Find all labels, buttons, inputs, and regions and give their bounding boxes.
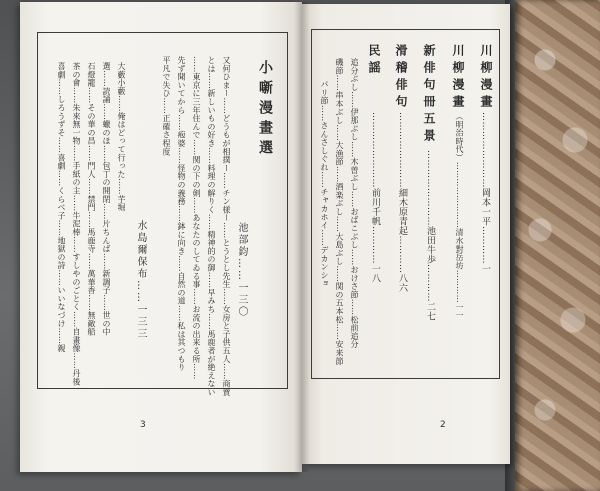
entry-text: ……………………細木原青起…………八六: [397, 112, 407, 293]
song-line: 磯節……串本ぶし……大漁節……酒楽ぶし……大島ぶし……関の五本松……安来節: [335, 58, 344, 366]
entry-text: ……………………前川千帆…………一八: [370, 112, 380, 283]
story-line: 又何ひまー……どうもが相撲ー……チン様ー……とうとし先生……女房と子供五人……商賣: [222, 56, 231, 397]
story-line: ……東京に三年住んで……関の下の剣……あなたのしてゐる事……お流の出来る所……: [192, 56, 201, 380]
entry-title: 川柳漫畫: [451, 44, 465, 112]
story-line: 茶の會……朱來無一物……手紙の主……牛泥棒……すしやのごとく……自畫像……丹後: [72, 62, 81, 386]
entry-title: 滑稽俳句: [394, 44, 408, 112]
story-line: 先ず聞いてから……疱婆……怪物の義務……鉢に向き……自然の道……私は其つもり: [177, 56, 186, 372]
entry-title: 新俳句冊五景: [422, 44, 436, 146]
story-line: 喜劇……しろうずそ……喜劇……くらべ子……地獄の詩……いいなづけ……親: [57, 62, 66, 353]
entry-title: 民謡: [367, 44, 381, 78]
song-line: パリ節……さんさしぐれ……チャカホイ……デカンショ: [320, 80, 329, 288]
page-number-right: 2: [440, 420, 446, 430]
story-line: とは……新しいもの好き……料理の解りく……精神的の御……早みち……馬鹿者が絶えない: [207, 56, 216, 397]
story-line: 選……読誦……蠟のほ……包丁の開閉……片ちんば……新調子……世の中: [102, 62, 111, 336]
entry-title: 川柳漫畫: [479, 44, 493, 112]
page-number-left: 3: [140, 420, 146, 430]
entry-text: ……………………岡本一平…………一: [480, 112, 490, 274]
book-gutter: [294, 2, 310, 472]
author-entry: 水島爾保布……一三三: [135, 220, 146, 340]
story-line: 大藪小藪……俺はどって行った……芋堀: [117, 62, 126, 212]
author-entry: 池部鈞……一三〇: [236, 222, 247, 318]
entry-text: ……………………池田牛歩…………二七: [425, 150, 435, 321]
story-line: 石燈籠……その華の昌……門人……禁門……馬鹿寺……萬華香……無敵船: [87, 62, 96, 336]
section-title: 小噺漫畫選: [257, 60, 273, 160]
patterned-book-cover: [515, 0, 600, 491]
story-line: 平凡で失ひ……正確さ程度: [162, 56, 171, 156]
song-line: 追分ぶし……伊那ぶし……木曽ぶし……おばこぶし……おけさ節……松前追分: [350, 58, 359, 349]
entry-text: （明治時代）……………………清水對岳坊…………一一: [455, 112, 464, 320]
